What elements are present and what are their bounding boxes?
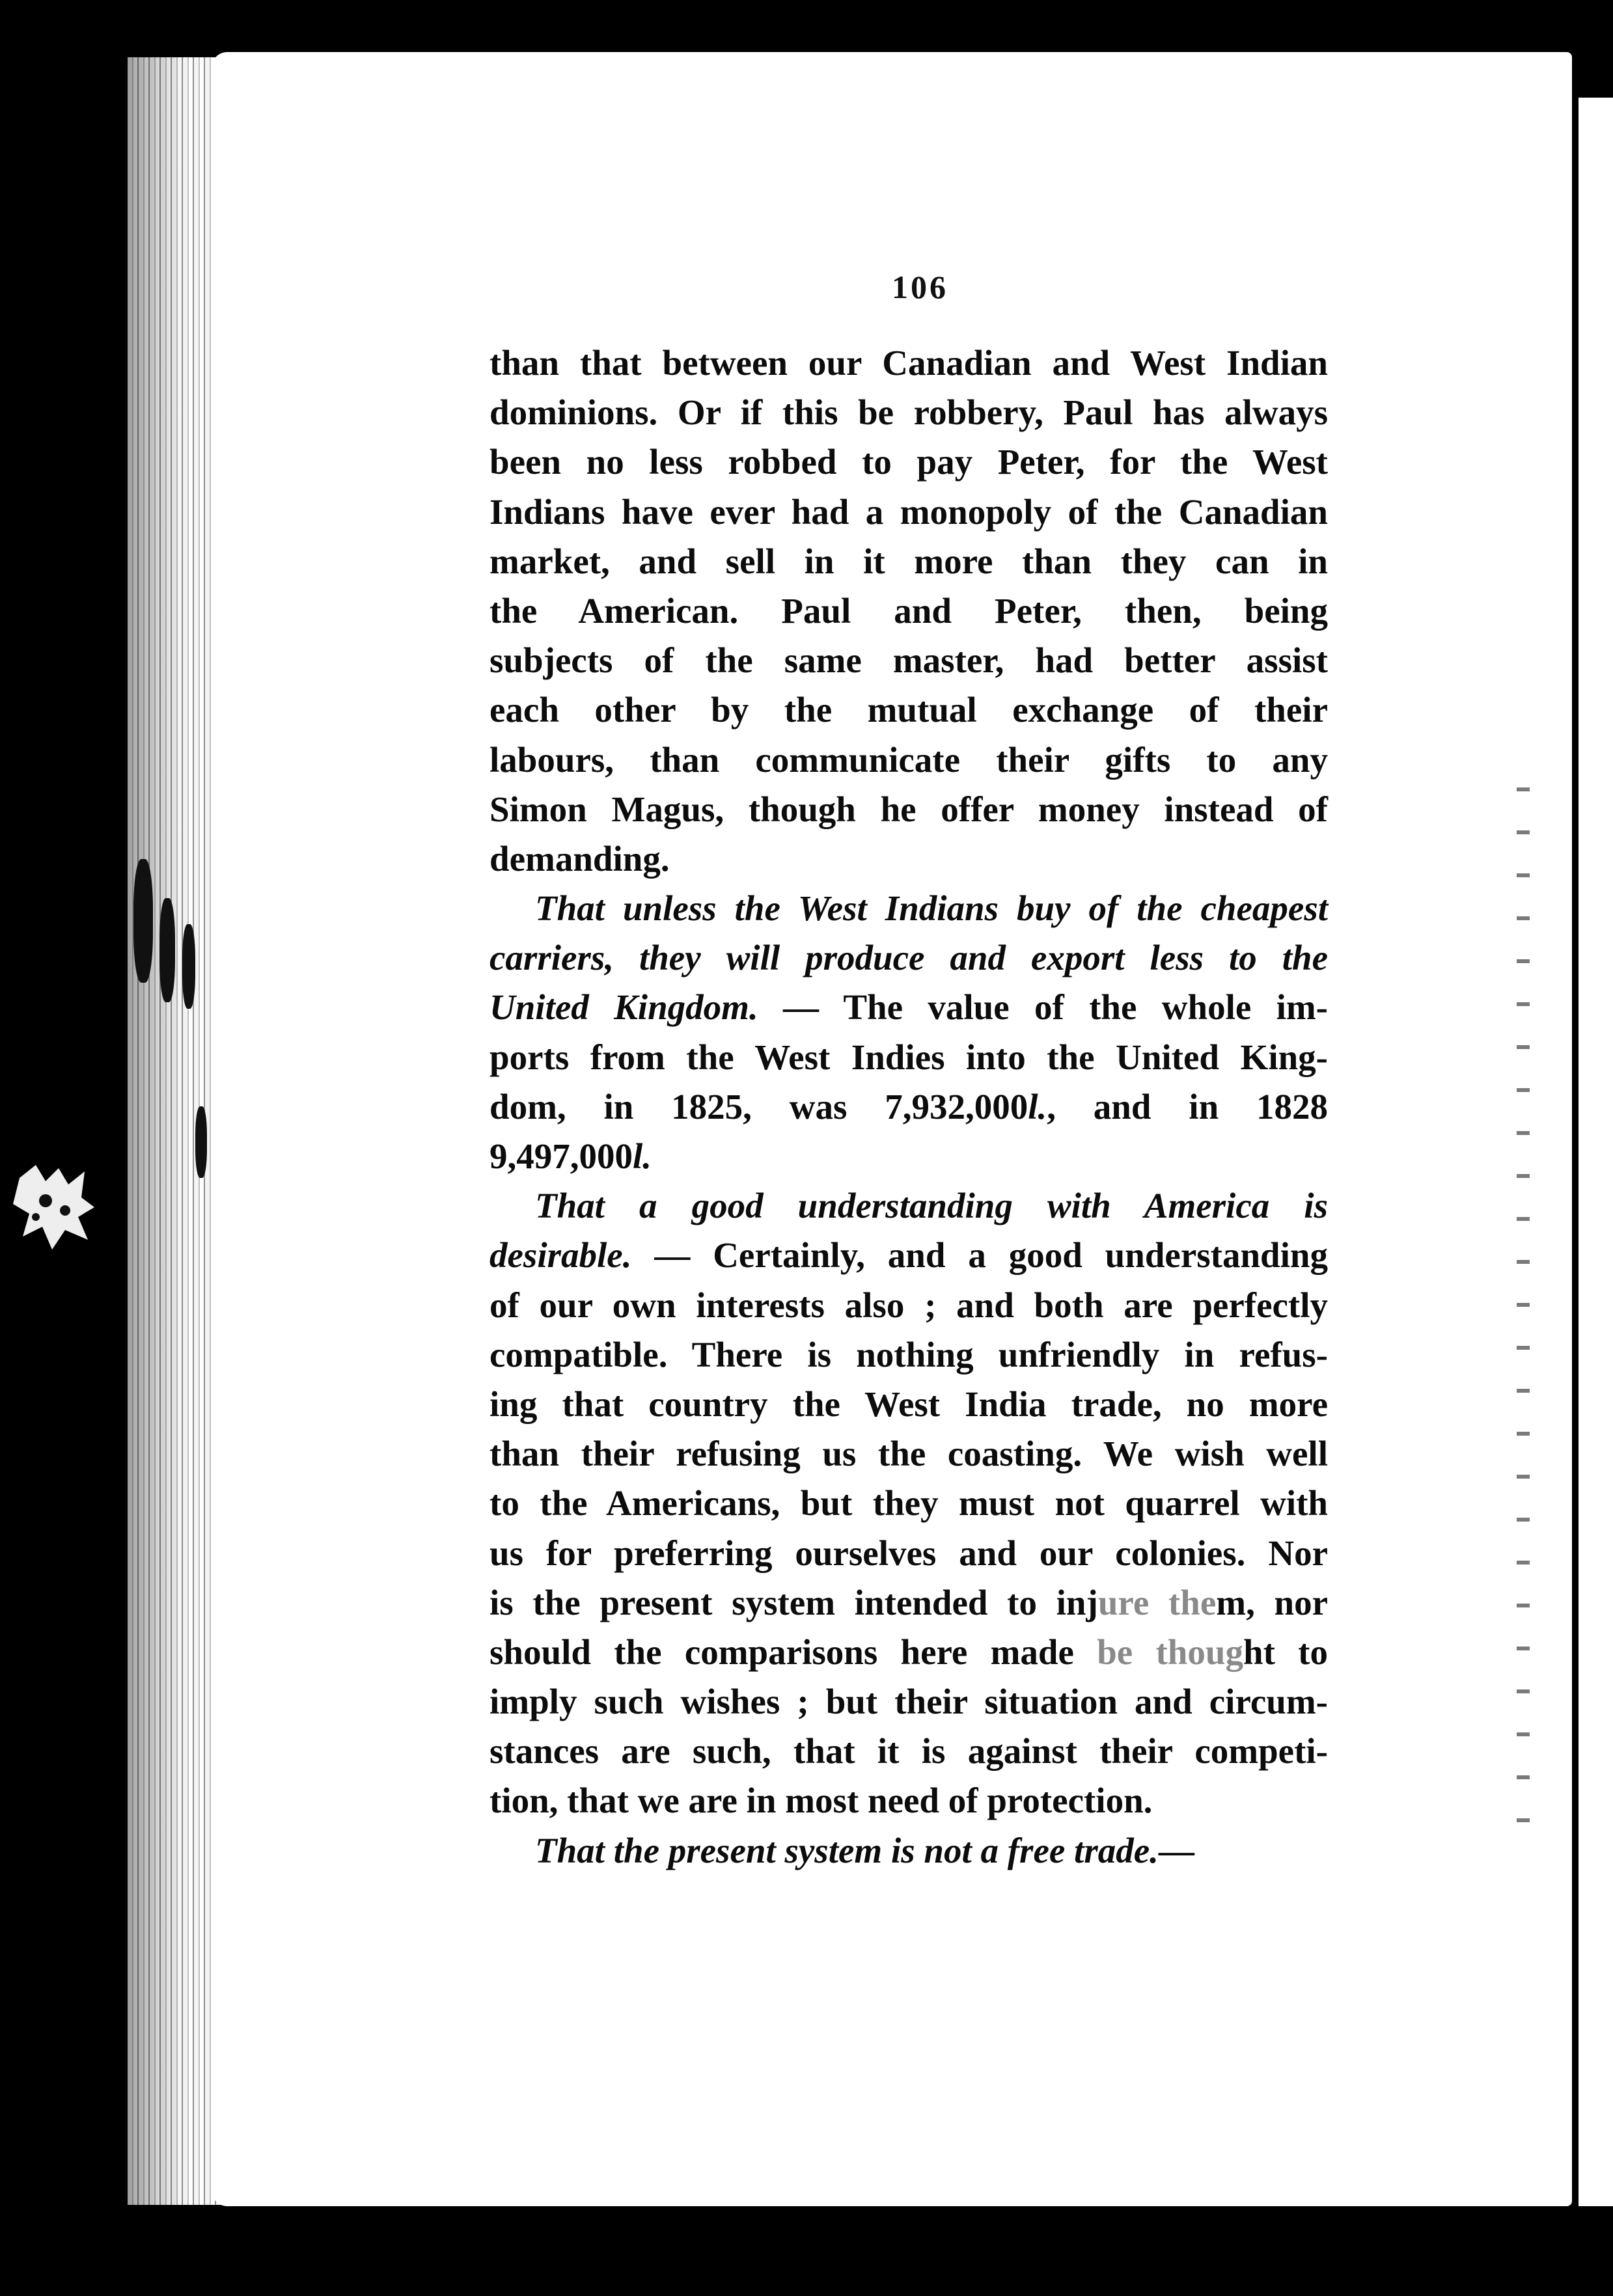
text-line (489, 983, 1328, 1032)
text-line (489, 1628, 1328, 1677)
show-through-marks (1517, 748, 1530, 1855)
text-line (489, 1380, 1328, 1429)
binding-shadow (128, 57, 225, 2205)
text-line (489, 1529, 1328, 1578)
text-line (489, 338, 1328, 388)
text-segment: , and in 1828 (1047, 1086, 1329, 1127)
text-segment: — The value of the whole im- (758, 987, 1329, 1028)
text-line (489, 1132, 1328, 1181)
text-segment: — Certainly, and a good understanding (631, 1235, 1328, 1276)
text-segment: ports from the West Indies into the United King- (489, 1037, 1328, 1077)
page-number: 106 (892, 269, 948, 305)
text-segment: than that between our Canadian and West Indian (489, 343, 1328, 383)
text-line (489, 1429, 1328, 1479)
edge-smudge (182, 924, 195, 1009)
text-line (489, 884, 1328, 933)
text-line (489, 735, 1328, 785)
text-segment: should the comparisons here made (489, 1632, 1097, 1672)
text-segment: United Kingdom. (489, 987, 758, 1028)
text-segment: dom, in 1825, was 7,932,000 (489, 1086, 1028, 1127)
text-segment: us for preferring ourselves and our colonies. Nor (489, 1533, 1328, 1573)
text-line (489, 1082, 1328, 1132)
text-segment: — (1158, 1830, 1194, 1870)
text-segment: be thoug (1097, 1632, 1243, 1672)
text-segment: ure the (1097, 1582, 1217, 1622)
text-segment: the American. Paul and Peter, then, being (489, 590, 1328, 631)
text-line (489, 933, 1328, 983)
text-segment: subjects of the same master, had better assist (489, 640, 1328, 681)
text-segment: desirable. (489, 1235, 632, 1276)
text-line (489, 1727, 1328, 1776)
text-segment: demanding. (489, 838, 670, 879)
text-line (489, 437, 1328, 487)
text-segment: That a good understanding with America is (535, 1186, 1328, 1226)
text-segment: labours, than communicate their gifts to any (489, 739, 1328, 780)
text-segment: imply such wishes ; but their situation and circum- (489, 1682, 1328, 1722)
text-line (489, 1776, 1328, 1825)
text-segment: of our own interests also ; and both are perfectly (489, 1285, 1328, 1325)
text-segment: Simon Magus, though he offer money instead of (489, 789, 1328, 829)
text-segment: than their refusing us the coasting. We wish well (489, 1434, 1328, 1474)
next-page-edge (1579, 98, 1613, 2206)
edge-smudge (195, 1106, 207, 1178)
text-segment: been no less robbed to pay Peter, for the West (489, 442, 1328, 482)
text-segment: l. (633, 1136, 652, 1176)
text-line (489, 1033, 1328, 1082)
edge-smudge (133, 859, 153, 983)
text-line (489, 785, 1328, 834)
text-segment: is the present system intended to inj (489, 1582, 1098, 1622)
text-segment: m, nor (1216, 1582, 1328, 1622)
text-line (489, 586, 1328, 636)
text-segment: carriers, they will produce and export less to the (489, 938, 1328, 978)
text-line (489, 1677, 1328, 1727)
text-line (489, 834, 1328, 884)
text-line (489, 537, 1328, 586)
text-segment: Indians have ever had a monopoly of the Canadian (489, 491, 1328, 532)
text-line (489, 1281, 1328, 1330)
text-segment: compatible. There is nothing unfriendly in refus- (489, 1334, 1328, 1374)
text-segment: ht to (1243, 1632, 1328, 1672)
text-line (489, 685, 1328, 735)
text-segment: That the present system is not a free trade. (535, 1830, 1159, 1870)
stray-debris (7, 1152, 104, 1256)
edge-smudge (159, 898, 175, 1002)
text-segment: l. (1028, 1086, 1047, 1127)
text-segment: dominions. Or if this be robbery, Paul has always (489, 392, 1328, 433)
text-line (489, 1181, 1328, 1231)
text-line (489, 1479, 1328, 1528)
text-segment: market, and sell in it more than they can in (489, 541, 1328, 581)
text-segment: to the Americans, but they must not quarrel with (489, 1483, 1328, 1524)
text-segment: 9,497,000 (489, 1136, 633, 1176)
text-line (489, 636, 1328, 685)
text-segment: That unless the West Indians buy of the cheapest (535, 888, 1328, 929)
text-line (489, 487, 1328, 537)
body-text (489, 338, 1328, 1876)
text-line (489, 1578, 1328, 1628)
text-line (489, 1330, 1328, 1380)
text-segment: ing that country the West India trade, no more (489, 1384, 1328, 1424)
text-segment: each other by the mutual exchange of their (489, 690, 1328, 730)
text-line (489, 1231, 1328, 1280)
text-segment: stances are such, that it is against their competi- (489, 1731, 1328, 1771)
text-line (489, 1826, 1328, 1876)
text-line (489, 388, 1328, 437)
text-segment: tion, that we are in most need of protection. (489, 1781, 1153, 1821)
